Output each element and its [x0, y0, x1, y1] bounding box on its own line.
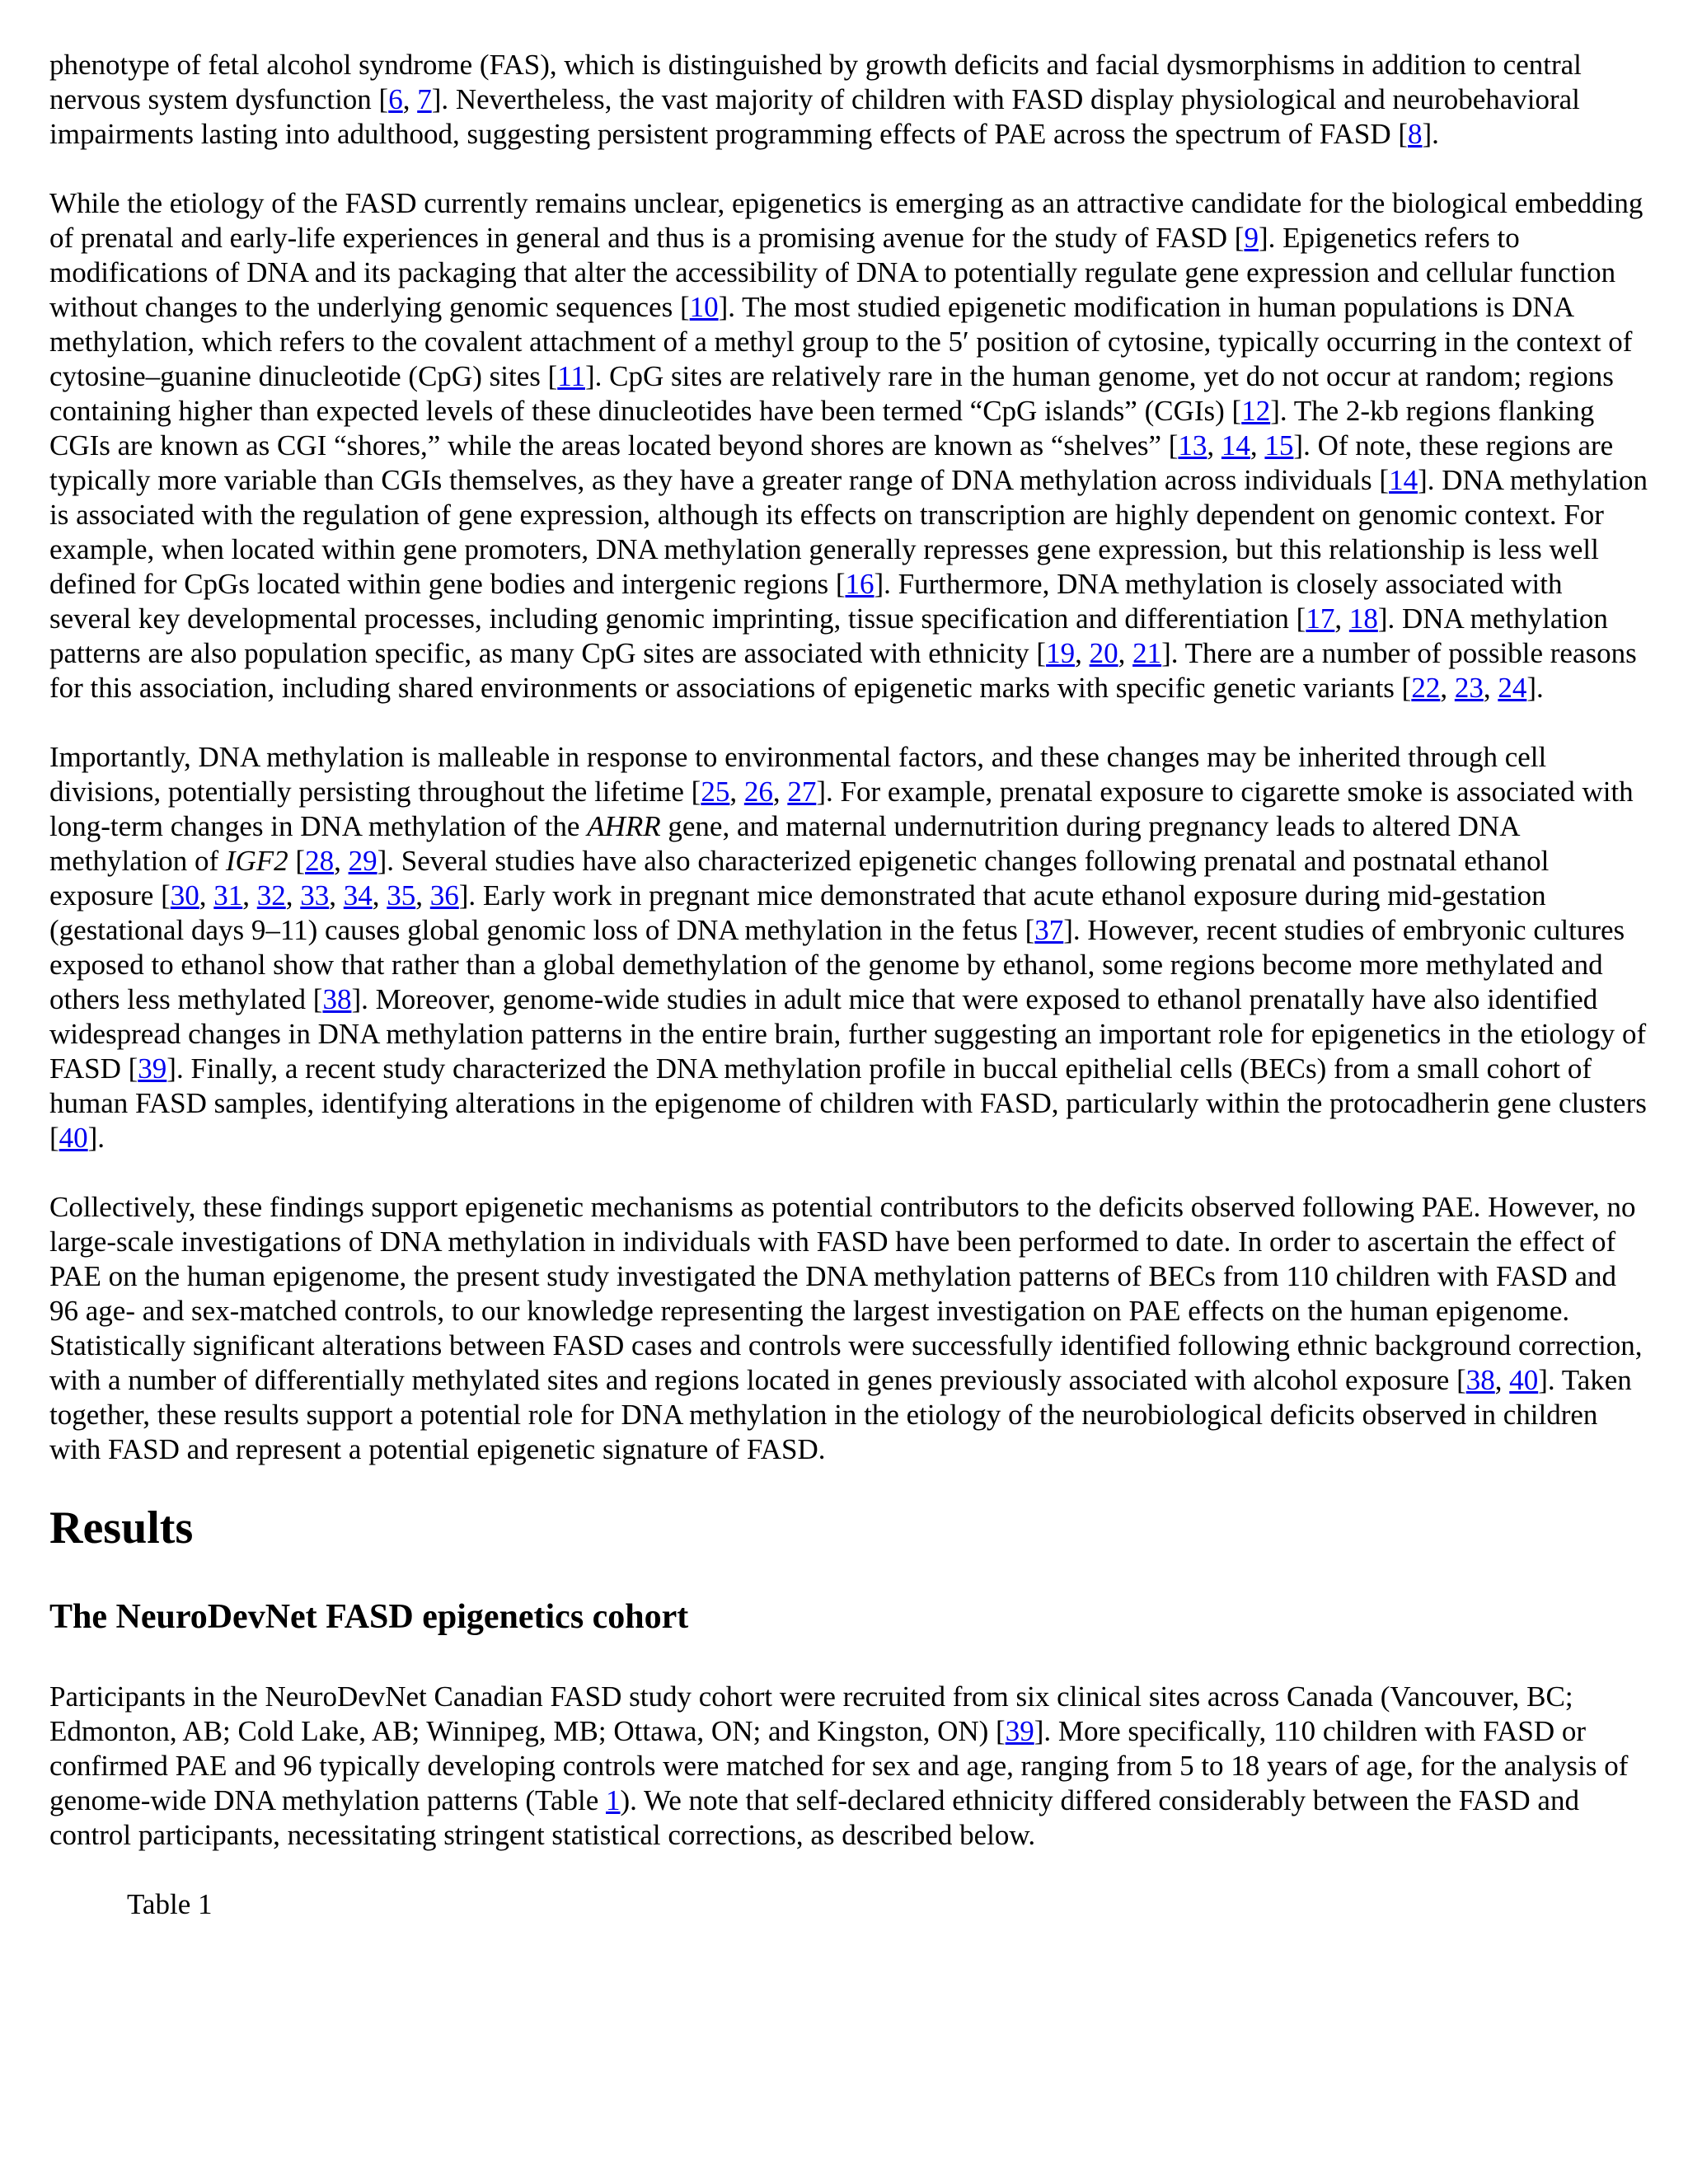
citation-link[interactable]: 7: [417, 83, 432, 115]
citation-link[interactable]: 20: [1089, 637, 1118, 669]
cohort-subheading: The NeuroDevNet FASD epigenetics cohort: [49, 1598, 689, 1636]
text-run: ]. Epigenetics refers to modifications of DNA and its packaging that alter the accessibility of DNA to potentially regulate gene expression and cellular function without changes to the underlying genomic sequences [: [49, 222, 1616, 323]
citation-link[interactable]: 15: [1264, 429, 1294, 462]
text-run: ,: [1250, 429, 1265, 462]
text-run: ]. Several studies have also characterized epigenetic changes following prenatal and postnatal ethanol exposure [: [49, 845, 1550, 912]
text-run: ,: [199, 879, 214, 912]
text-run: ]. There are a number of possible reasons for this association, including shared environments or associations of epigenetic marks with specific genetic variants [: [49, 637, 1637, 704]
text-run: ]. The most studied epigenetic modification in human populations is DNA methylation, which refers to the covalent attachment of a methyl group to the 5′ position of cytosine, typically occurring in the context of cytosine–guanine dinucleotide (CpG) sites [: [49, 291, 1633, 392]
text-run: ].: [1422, 118, 1439, 150]
citation-link[interactable]: 1: [606, 1784, 621, 1816]
text-run: ]. Early work in pregnant mice demonstrated that acute ethanol exposure during mid-gestation (gestational days 9–11) causes global genomic loss of DNA methylation in the fetus [: [49, 879, 1546, 946]
citation-link[interactable]: 39: [1005, 1715, 1034, 1747]
citation-link[interactable]: 19: [1046, 637, 1076, 669]
body-paragraph: [49, 740, 1648, 1155]
text-run: ,: [242, 879, 257, 912]
text-run: ]. Moreover, genome-wide studies in adult mice that were exposed to ethanol prenatally have also identified widespread changes in DNA methylation patterns in the entire brain, further suggesting an important role for epigenetics in the etiology of FASD [: [49, 983, 1647, 1085]
citation-link[interactable]: 25: [701, 776, 730, 808]
text-run: ].: [87, 1122, 106, 1154]
text-run: ,: [1334, 602, 1349, 635]
citation-link[interactable]: 38: [322, 983, 352, 1015]
citation-link[interactable]: 12: [1241, 395, 1271, 427]
text-run: ,: [329, 879, 344, 912]
citation-link[interactable]: 14: [1221, 429, 1250, 462]
citation-link[interactable]: 36: [429, 879, 459, 912]
text-run: ,: [372, 879, 387, 912]
citation-link[interactable]: 18: [1348, 602, 1378, 635]
citation-link[interactable]: 8: [1408, 118, 1423, 150]
text-run: While the etiology of the FASD currently remains unclear, epigenetics is emerging as an attractive candidate for the biological embedding of prenatal and early-life experiences in general and thus is a promising avenue for the study of FASD [: [49, 187, 1643, 254]
text-run: ). We note that self-declared ethnicity differed considerably between the FASD and control participants, necessitating stringent statistical corrections, as described below.: [49, 1784, 1579, 1851]
text-run: ,: [1207, 429, 1221, 462]
text-run: ,: [729, 776, 744, 808]
text-run: ,: [285, 879, 301, 912]
citation-link[interactable]: 27: [787, 776, 817, 808]
citation-link[interactable]: 35: [387, 879, 416, 912]
citation-link[interactable]: 17: [1306, 602, 1335, 635]
text-run: ]. DNA methylation patterns are also population specific, as many CpG sites are associated with ethnicity [: [49, 602, 1608, 669]
body-paragraph: [49, 186, 1648, 705]
citation-link[interactable]: 21: [1132, 637, 1162, 669]
text-run: gene, and maternal undernutrition during pregnancy leads to altered DNA methylation of: [49, 810, 1519, 877]
body-paragraph: [49, 1190, 1648, 1467]
citation-link[interactable]: 32: [256, 879, 286, 912]
citation-link[interactable]: 37: [1034, 914, 1064, 946]
body-paragraph: [49, 48, 1648, 152]
text-run: ]. Finally, a recent study characterized the DNA methylation profile in buccal epithelial cells (BECs) from a small cohort of human FASD samples, identifying alterations in the epigenome of children with FASD, particularly within the protocadherin gene clusters [: [49, 1052, 1647, 1154]
text-run: ]. However, recent studies of embryonic cultures exposed to ethanol show that rather than a global demethylation of the genome by ethanol, some regions become more methylated and others less methylated [: [49, 914, 1625, 1015]
text-run: ,: [1075, 637, 1090, 669]
citation-link[interactable]: 28: [305, 845, 335, 877]
results-heading: Results: [49, 1502, 194, 1554]
citation-link[interactable]: 9: [1244, 222, 1259, 254]
citation-link[interactable]: 13: [1178, 429, 1207, 462]
citation-link[interactable]: 40: [59, 1122, 88, 1154]
citation-link[interactable]: 10: [689, 291, 719, 323]
text-run: ,: [415, 879, 430, 912]
text-run: ,: [1440, 672, 1455, 704]
citation-link[interactable]: 29: [348, 845, 377, 877]
text-run: ]. The 2-kb regions flanking CGIs are known as CGI “shores,” while the areas located beyond shores are known as “shelves” [: [49, 395, 1595, 462]
text-run: ,: [772, 776, 788, 808]
text-run: ]. CpG sites are relatively rare in the human genome, yet do not occur at random; regions containing higher than expected levels of these dinucleotides have been termed “CpG islands” (CGIs) [: [49, 360, 1614, 427]
cohort-section: [49, 1680, 1648, 1853]
article-body: [49, 48, 1648, 1922]
citation-link[interactable]: 31: [213, 879, 243, 912]
text-run: ,: [402, 83, 418, 115]
text-run: ].: [1526, 672, 1544, 704]
text-run: ]. Nevertheless, the vast majority of children with FASD display physiological and neurobehavioral impairments lasting into adulthood, suggesting persistent programming effects of PAE across the spectrum of FASD [: [49, 83, 1580, 150]
citation-link[interactable]: 38: [1465, 1364, 1495, 1396]
citation-link[interactable]: 11: [557, 360, 585, 392]
gene-name: AHRR: [587, 810, 661, 842]
citation-link[interactable]: 26: [743, 776, 773, 808]
citation-link[interactable]: 23: [1454, 672, 1484, 704]
gene-name: IGF2: [225, 845, 288, 877]
text-run: ,: [1118, 637, 1133, 669]
text-run: ,: [1483, 672, 1498, 704]
text-run: ,: [334, 845, 349, 877]
citation-link[interactable]: 16: [845, 568, 874, 600]
text-run: ]. Taken together, these results support a potential role for DNA methylation in the etiology of the neurobiological deficits observed in children with FASD and represent a potential epigenetic signature of FASD.: [49, 1364, 1632, 1465]
table-1-label[interactable]: Table 1: [127, 1888, 213, 1920]
citation-link[interactable]: 33: [300, 879, 330, 912]
citation-link[interactable]: 14: [1389, 464, 1418, 496]
intro-section: [49, 48, 1648, 1467]
text-run: ]. Of note, these regions are typically more variable than CGIs themselves, as they have a greater range of DNA methylation across individuals [: [49, 429, 1614, 496]
text-run: Collectively, these findings support epigenetic mechanisms as potential contributors to the deficits observed following PAE. However, no large-scale investigations of DNA methylation in individuals with FASD have been performed to date. In order to ascertain the effect of PAE on the human epigenome, the present study investigated the DNA methylation patterns of BECs from 110 children with FASD and 96 age- and sex-matched controls, to our knowledge representing the largest investigation on PAE effects on the human epigenome. Statistically significant alterations between FASD cases and controls were successfully identified following ethnic background correction, with a number of differentially methylated sites and regions located in genes previously associated with alcohol exposure [: [49, 1191, 1643, 1396]
citation-link[interactable]: 24: [1498, 672, 1527, 704]
citation-link[interactable]: 40: [1509, 1364, 1539, 1396]
text-run: phenotype of fetal alcohol syndrome (FAS), which is distinguished by growth deficits and facial dysmorphisms in addition to central nervous system dysfunction [: [49, 49, 1582, 115]
citation-link[interactable]: 34: [343, 879, 373, 912]
citation-link[interactable]: 39: [138, 1052, 167, 1085]
text-run: Participants in the NeuroDevNet Canadian FASD study cohort were recruited from six clinical sites across Canada (Vancouver, BC; Edmonton, AB; Cold Lake, AB; Winnipeg, MB; Ottawa, ON; and Kingston, ON) [: [49, 1680, 1573, 1747]
text-run: Importantly, DNA methylation is malleable in response to environmental factors, and these changes may be inherited through cell divisions, potentially persisting throughout the lifetime [: [49, 741, 1547, 808]
text-run: ]. For example, prenatal exposure to cigarette smoke is associated with long-term changes in DNA methylation of the: [49, 776, 1634, 842]
cohort-paragraph: [49, 1680, 1648, 1853]
citation-link[interactable]: 22: [1411, 672, 1441, 704]
citation-link[interactable]: 30: [170, 879, 199, 912]
text-run: ]. More specifically, 110 children with FASD or confirmed PAE and 96 typically developing controls were matched for sex and age, ranging from 5 to 18 years of age, for the analysis of genome-wide DNA methylation patterns (Table: [49, 1715, 1629, 1816]
text-run: ,: [1494, 1364, 1510, 1396]
text-run: [: [288, 845, 306, 877]
citation-link[interactable]: 6: [388, 83, 403, 115]
text-run: ]. DNA methylation is associated with the regulation of gene expression, although its effects on transcription are highly dependent on genomic context. For example, when located within gene promoters, DNA methylation generally represses gene expression, but this relationship is less well defined for CpGs located within gene bodies and intergenic regions [: [49, 464, 1648, 600]
text-run: ]. Furthermore, DNA methylation is closely associated with several key developmental processes, including genomic imprinting, tissue specification and differentiation [: [49, 568, 1563, 635]
